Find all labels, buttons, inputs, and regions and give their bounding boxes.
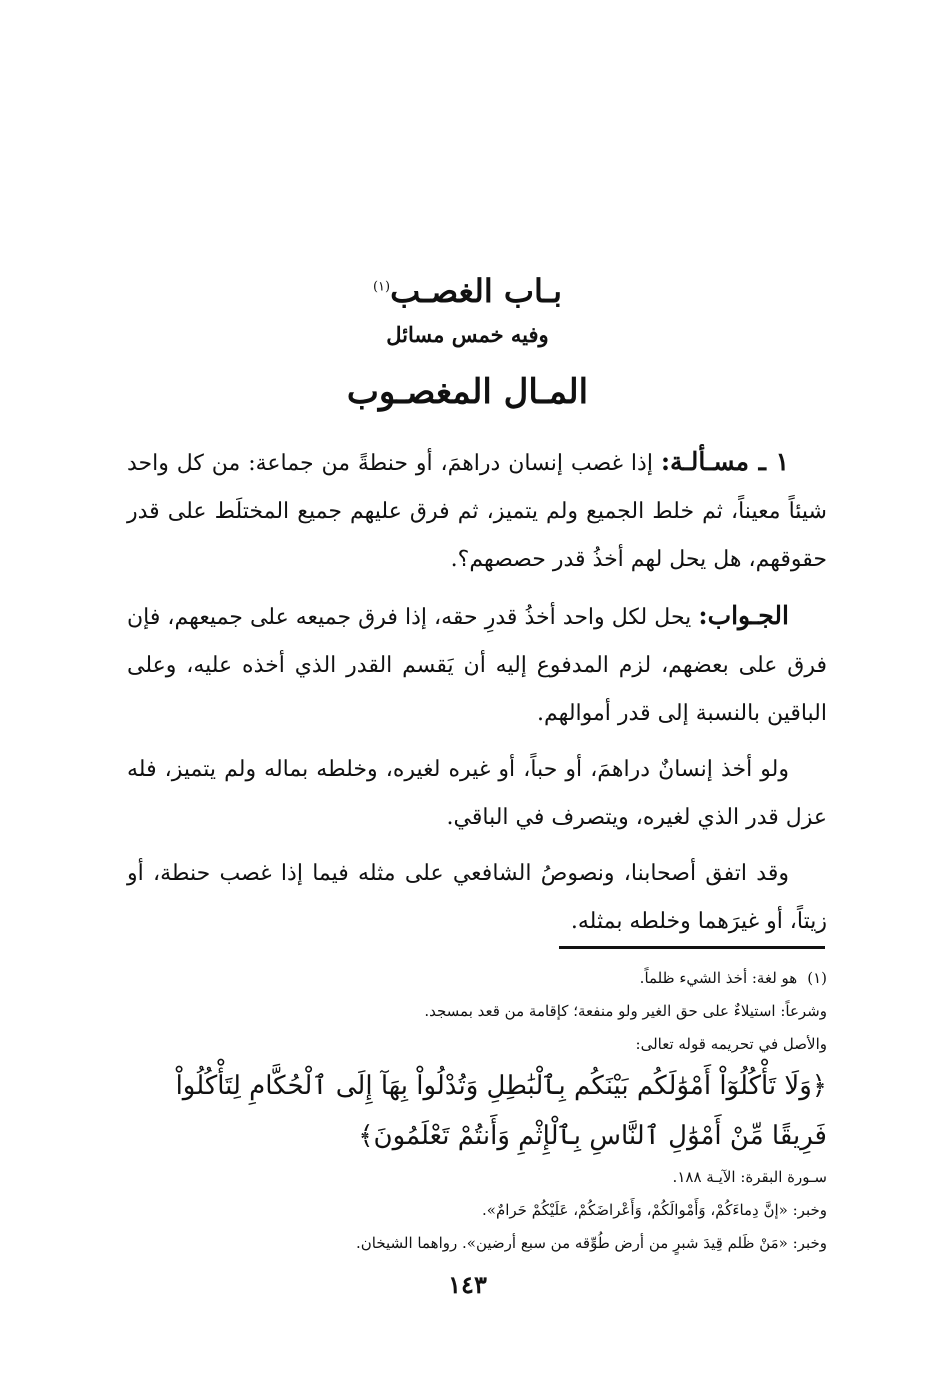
question-text: إذا غصب إنسان دراهمَ، أو حنطةً من جماعة: من كل واحد شيئاً معيناً، ثم خلط الجميع ولم يتميز، ثم فرق عليهم جميع المختلَط على قدر حقوقهم، هل يحل لهم أخذُ قدر حصصهم؟.: [127, 451, 827, 572]
footnote-divider: [559, 946, 825, 949]
page-number: ١٤٣: [448, 1270, 487, 1299]
footnote-reference[interactable]: (١): [372, 279, 391, 295]
answer-text: يحل لكل واحد أخذُ قدرِ حقه، إذا فرق جميعه على جميعهم، فإن فرق على بعضهم، لزم المدفوع إليه أن يَقسم القدر الذي أخذه عليه، وعلى الباقين بالنسبة إلى قدر أموالهم.: [127, 605, 827, 726]
answer-label: الجـواب:: [698, 601, 789, 630]
footnotes: [127, 962, 827, 1260]
question-label: ١ ـ مسـألـة:: [660, 447, 789, 476]
chapter-title-text: بـاب الغصـب: [390, 272, 563, 310]
paragraph-3: وقد اتفق أصحابنا، ونصوصُ الشافعي على مثله فيما إذا غصب حنطة، أو زيتاً، أو غيرَهما وخلطه بمثله.: [127, 861, 827, 934]
question-paragraph: [127, 438, 827, 584]
paragraph-2: ولو أخذ إنسانٌ دراهمَ، أو حباً، أو غيره لغيره، وخلطه بماله ولم يتميز، فله عزل قدر الذي لغيره، ويتصرف في الباقي.: [127, 757, 827, 830]
body-text: [127, 438, 827, 954]
chapter-subtitle: وفيه خمس مسائل: [386, 322, 549, 347]
footnote-line-5: وخبر: «إنَّ دِماءَكُمْ، وَأَمْوالَكُمْ، وَأَعْراضَكُمْ، عَلَيْكُمْ حَرامٌ».: [482, 1201, 827, 1219]
footnote-line-6: وخبر: «مَنْ ظَلم قِيدَ شبرٍ من أرض طُوِّقه من سبع أرضين». رواهما الشيخان.: [355, 1234, 827, 1252]
footnote-line-1: [127, 962, 827, 995]
chapter-title: [0, 272, 935, 310]
footnote-line-4: سـورة البقرة: الآيـة ١٨٨.: [672, 1168, 827, 1186]
footnote-line-2: وشرعاً: استيلاءٌ على حق الغير ولو منفعة؛ كإقامة من قعد بمسجد.: [424, 1002, 827, 1020]
section-title: المـال المغصـوب: [346, 372, 589, 412]
footnote-line-3: والأصل في تحريمه قوله تعالى:: [635, 1035, 827, 1053]
answer-paragraph: [127, 592, 827, 738]
footnote-text-1: هو لغة: أخذ الشيء ظلماً.: [639, 969, 798, 987]
quran-verse: ﴿وَلَا تَأْكُلُوٓاْ أَمْوَٰلَكُم بَيْنَكُم بِٱلْبَٰطِلِ وَتُدْلُواْ بِهَآ إِلَى ٱلْحُكَّامِ لِتَأْكُلُواْ فَرِيقًا مِّنْ أَمْوَٰلِ ٱلنَّاسِ بِٱلْإِثْمِ وَأَنتُمْ تَعْلَمُونَ﴾: [175, 1071, 827, 1151]
footnote-number: (١): [807, 969, 827, 987]
